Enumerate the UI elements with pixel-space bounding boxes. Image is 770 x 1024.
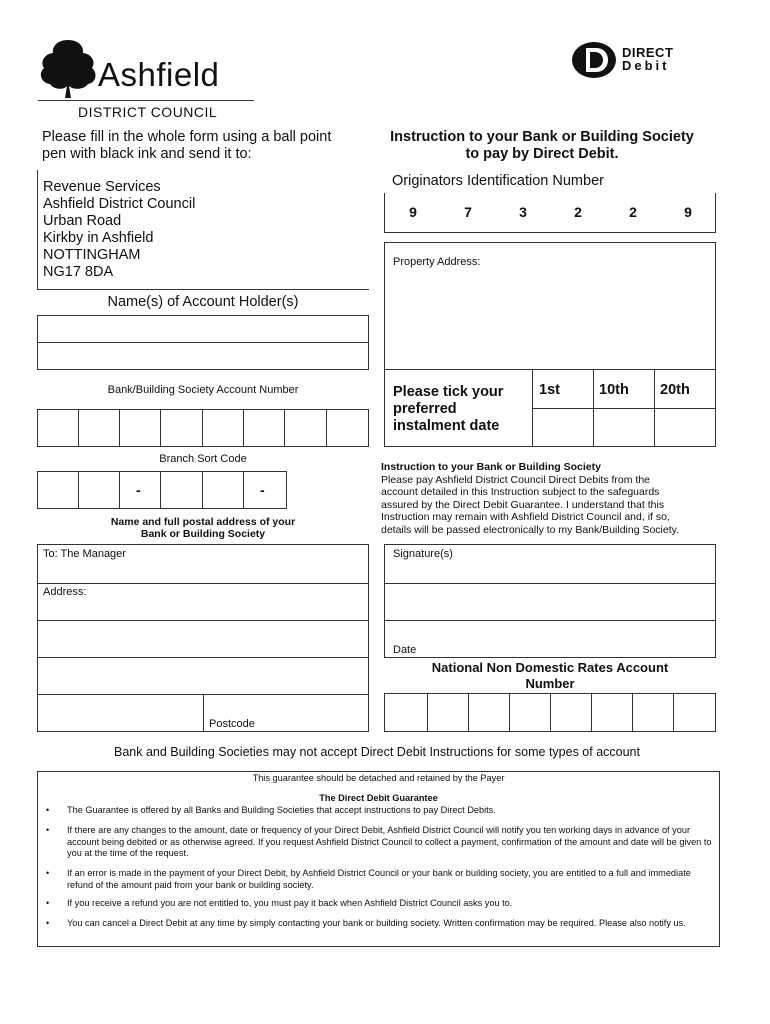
address-line: Kirkby in Ashfield bbox=[43, 230, 154, 246]
instalment-label-3: instalment date bbox=[393, 418, 500, 434]
address-line: Urban Road bbox=[43, 213, 122, 229]
bank-instruction-line: assured by the Direct Debit Guarantee. I understand that this bbox=[381, 498, 665, 511]
bank-instruction-line: account detailed in this Instruction subject to the safeguards bbox=[381, 486, 660, 498]
guarantee-item: If there are any changes to the amount, date or frequency of your Direct Debit, Ashfield District Council will notify you ten working days in advance of your account being debited or as otherwise agreed. If you request Ashfield District Council to collect a payment, confirmation of the amount and date will be given to you at the time of the request. bbox=[67, 825, 712, 858]
date-label: Date bbox=[393, 644, 417, 656]
guarantee-item: You can cancel a Direct Debit at any time by simply contacting your bank or building society. Written confirmation may be required. Please also notify us. bbox=[67, 918, 686, 928]
guarantee-title: The Direct Debit Guarantee bbox=[319, 793, 438, 803]
originator-number bbox=[384, 193, 716, 233]
originator-digit: 2 bbox=[574, 204, 582, 220]
dd-logo-line1: DIRECT bbox=[622, 45, 674, 60]
intro-line-1: Please fill in the whole form using a ball point bbox=[42, 129, 332, 145]
sort-code-label: Branch Sort Code bbox=[159, 453, 247, 465]
instalment-option-1st[interactable]: 1st bbox=[539, 382, 560, 398]
to-manager-label: To: The Manager bbox=[43, 548, 126, 560]
council-name: Ashfield bbox=[98, 56, 220, 93]
guarantee-bullet: • bbox=[46, 868, 50, 878]
nndr-account-field[interactable] bbox=[384, 693, 716, 732]
originator-digit: 2 bbox=[629, 204, 637, 220]
sort-code-field[interactable] bbox=[37, 471, 287, 509]
account-holder-field-2[interactable] bbox=[37, 342, 369, 370]
bank-instruction bbox=[381, 461, 721, 536]
intro-line-2: pen with black ink and send it to: bbox=[42, 146, 252, 162]
address-line: NOTTINGHAM bbox=[43, 247, 141, 263]
account-holders-label: Name(s) of Account Holder(s) bbox=[107, 294, 299, 310]
account-number-label: Bank/Building Society Account Number bbox=[107, 384, 299, 396]
guarantee-detach-note: This guarantee should be detached and retained by the Payer bbox=[252, 773, 505, 783]
property-address-label: Property Address: bbox=[393, 256, 481, 268]
originator-digit: 7 bbox=[464, 204, 472, 220]
bank-instruction-line: Instruction may remain with Ashfield District Council and, if so, bbox=[381, 511, 670, 523]
nndr-label-1: National Non Domestic Rates Account bbox=[431, 660, 669, 675]
instalment-label-1: Please tick your bbox=[393, 384, 504, 400]
signature-box[interactable] bbox=[384, 544, 716, 658]
bank-address-label: Address: bbox=[43, 586, 87, 598]
instruction-title-1: Instruction to your Bank or Building Society bbox=[390, 129, 694, 145]
guarantee-bullet: • bbox=[46, 918, 50, 928]
guarantee-item: If an error is made in the payment of your Direct Debit, by Ashfield District Council or your bank or building society, you are entitled to a full and immediate refund of the amount paid from your bank or building society. bbox=[67, 868, 691, 890]
direct-debit-icon bbox=[570, 40, 618, 80]
bank-address-heading-2: Bank or Building Society bbox=[140, 528, 266, 540]
guarantee-bullet: • bbox=[46, 898, 50, 908]
sort-code-separator: - bbox=[136, 482, 141, 498]
instalment-option-10th[interactable]: 10th bbox=[599, 382, 629, 398]
direct-debit-logo bbox=[570, 40, 700, 80]
nndr-label-2: Number bbox=[525, 676, 575, 691]
address-line: Ashfield District Council bbox=[43, 196, 196, 212]
bank-instruction-heading: Instruction to your Bank or Building Society bbox=[381, 461, 601, 473]
instalment-option-20th[interactable]: 20th bbox=[660, 382, 690, 398]
account-holder-field-1[interactable] bbox=[37, 315, 369, 343]
footer-note: Bank and Building Societies may not accept Direct Debit Instructions for some types of account bbox=[114, 745, 640, 759]
guarantee-bullet: • bbox=[46, 825, 50, 835]
dd-logo-line2: Debit bbox=[622, 58, 670, 73]
bank-instruction-line: details will be passed electronically to my Bank/Building Society. bbox=[381, 523, 680, 536]
tree-icon bbox=[38, 38, 98, 100]
originator-digit: 3 bbox=[519, 204, 527, 220]
signature-label: Signature(s) bbox=[393, 548, 453, 560]
guarantee-item: The Guarantee is offered by all Banks and Building Societies that accept instructions to pay Direct Debits. bbox=[67, 805, 496, 815]
guarantee-bullet: • bbox=[46, 805, 50, 815]
originator-digit: 9 bbox=[684, 204, 692, 220]
originator-digit: 9 bbox=[409, 204, 417, 220]
postcode-label: Postcode bbox=[209, 718, 255, 730]
address-line: NG17 8DA bbox=[43, 264, 114, 280]
instalment-label-2: preferred bbox=[393, 401, 457, 417]
property-address-box[interactable] bbox=[384, 242, 716, 370]
bank-address-box[interactable] bbox=[37, 544, 369, 732]
account-number-field[interactable] bbox=[37, 409, 369, 447]
return-address bbox=[43, 179, 195, 281]
guarantee-item: If you receive a refund you are not entitled to, you must pay it back when Ashfield District Council asks you to. bbox=[67, 898, 513, 908]
council-logo bbox=[38, 38, 258, 120]
bank-instruction-line: Please pay Ashfield District Council Direct Debits from the bbox=[381, 473, 651, 486]
bank-address-heading-1: Name and full postal address of your bbox=[110, 516, 296, 528]
instalment-box bbox=[384, 369, 716, 447]
instruction-title-2: to pay by Direct Debit. bbox=[465, 146, 619, 162]
sort-code-separator: - bbox=[260, 482, 265, 498]
originator-label: Originators Identification Number bbox=[392, 173, 604, 189]
council-subtitle: DISTRICT COUNCIL bbox=[78, 104, 218, 120]
address-line: Revenue Services bbox=[43, 179, 161, 195]
